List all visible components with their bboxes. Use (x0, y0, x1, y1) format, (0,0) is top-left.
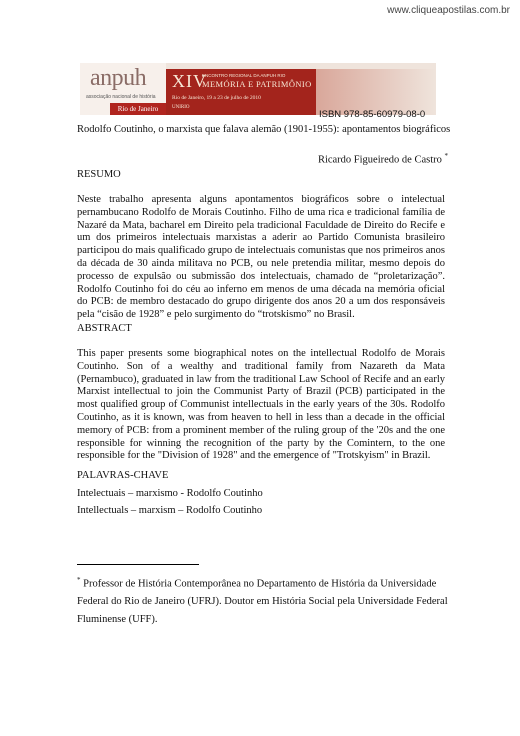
abstract-heading: ABSTRACT (77, 323, 132, 334)
event-dates: Rio de Janeiro, 19 a 23 de julho de 2010 (172, 95, 261, 101)
edition-numeral: XIV (172, 71, 207, 91)
author (318, 152, 448, 166)
event-venue: UNIRIO (172, 105, 190, 110)
memoria-title: MEMÓRIA E PATRIMÔNIO (202, 79, 312, 89)
keywords-heading: PALAVRAS-CHAVE (77, 470, 169, 481)
footnote-mark: * (77, 576, 81, 584)
footnote-text: Professor de História Contemporânea no Departamento de História da Universidade Federal do Rio de Janeiro (UFRJ). Doutor em História Social pela Universidade Federal Fluminense (UFF). (77, 578, 448, 625)
logo-text: anpuh (90, 65, 147, 91)
rio-label: Rio de Janeiro (110, 103, 166, 115)
keywords-pt: Intelectuais – marxismo - Rodolfo Coutinho (77, 488, 263, 499)
footnote-rule (77, 564, 199, 565)
anpuh-logo (80, 63, 166, 115)
event-banner (80, 63, 436, 115)
keywords-en: Intellectuals – marxism – Rodolfo Coutinho (77, 505, 263, 516)
paper-title: Rodolfo Coutinho, o marxista que falava alemão (1901-1955): apontamentos biográficos (77, 124, 451, 135)
logo-subtitle: associação nacional de história (86, 94, 156, 100)
isbn: ISBN 978-85-60979-08-0 (319, 109, 426, 120)
resumo-text: Neste trabalho apresenta alguns apontamentos biográficos sobre o intelectual pernambucano Rodolfo de Morais Coutinho. Filho de uma rica e tradicional família de Nazaré da Mata, bacharel em Direito pela tradicional Faculdade de Direito do Recife e um dos primeiros intelectuais marxistas a aderir ao Partido Comunista brasileiro participou do mais qualificado grupo de intelectuais comunistas que nos primeiros anos da década de 30 ainda militava no PCB, ou nele pretendia militar, mesmo depois do processo de expulsão ou submissão dos intelectuais, chamado de “proletarização”. Rodolfo Coutinho foi do céu ao inferno em menos de uma década na memória oficial do PCB: de membro destacado do grupo dirigente dos anos 20 a um dos responsáveis pela “cisão de 1928” e pelo surgimento do “trotskismo” no Brasil. (77, 194, 445, 321)
abstract-text: This paper presents some biographical notes on the intellectual Rodolfo de Morais Coutinho. Son of a wealthy and traditional family from Nazareth da Mata (Pernambuco), graduated in law from the traditional Law School of Recife and an early Marxist intellectual to join the Communist Party of Brazil (PCB) participated in the most qualified group of Communist intellectuals in the early years of the 30s. Rodolfo Coutinho, as it is known, was from heaven to hell in less than a decade in the official memory of PCB: from a prominent member of the ruling group of the '20s and the one responsible for winning the recognition of the party by the Comintern, to the one responsible for the "Division of 1928" and the emergence of "Trotskyism" in Brazil. (77, 348, 445, 462)
encontro-block (166, 69, 316, 115)
author-name: Ricardo Figueiredo de Castro (317, 154, 442, 166)
author-footnote-mark[interactable]: * (444, 152, 448, 160)
footnote (77, 572, 449, 628)
resumo-heading: RESUMO (77, 169, 121, 180)
encontro-line: ENCONTRO REGIONAL DA ANPUH RIO (202, 73, 286, 78)
site-url[interactable]: www.cliqueapostilas.com.br (387, 5, 510, 16)
